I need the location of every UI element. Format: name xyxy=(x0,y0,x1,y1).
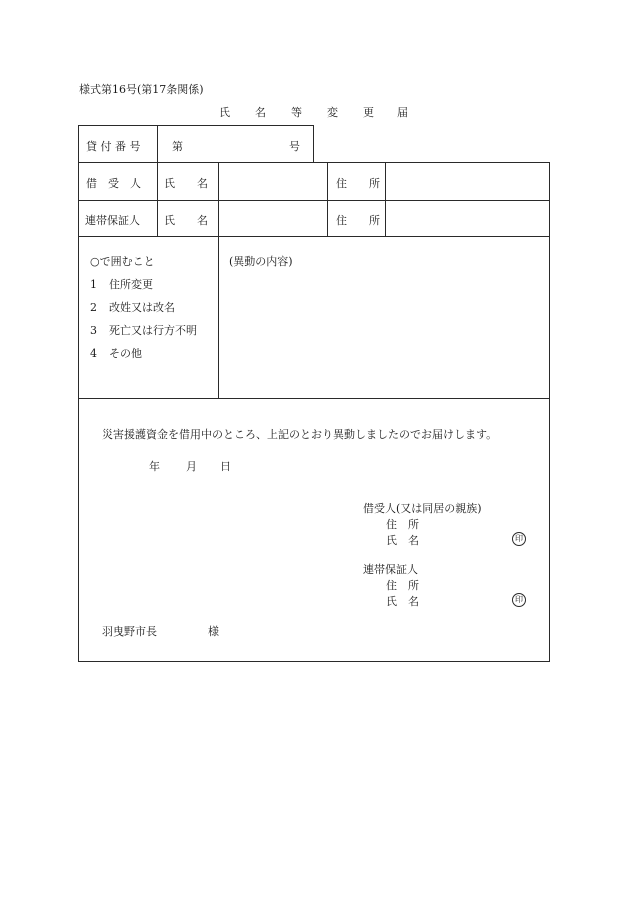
signature-guarantor-address-label: 住 所 xyxy=(386,579,419,592)
guarantor-address-label: 住 所 xyxy=(336,214,380,227)
guarantor-label: 連帯保証人 xyxy=(85,214,140,227)
signature-guarantor-address-field[interactable] xyxy=(420,575,540,589)
date-month-field[interactable] xyxy=(162,455,184,469)
signature-borrower-name-label: 氏 名 xyxy=(386,534,419,547)
date-day-field[interactable] xyxy=(199,455,219,469)
loan-number-label: 貸 付 番 号 xyxy=(86,140,141,153)
signature-borrower-name-field[interactable] xyxy=(420,530,508,544)
option-number: 3 xyxy=(90,324,97,337)
change-type-option[interactable] xyxy=(90,299,175,315)
option-label: 改姓又は改名 xyxy=(109,301,175,314)
honorific: 様 xyxy=(208,625,219,638)
signature-borrower-address-field[interactable] xyxy=(420,514,540,528)
change-type-option[interactable] xyxy=(90,345,142,361)
option-number: 4 xyxy=(90,347,97,360)
change-type-option[interactable] xyxy=(90,322,197,338)
option-label: 死亡又は行方不明 xyxy=(109,324,197,337)
addressee: 羽曳野市長 xyxy=(102,625,157,638)
signature-borrower-address-label: 住 所 xyxy=(386,518,419,531)
title-char: 等 xyxy=(291,106,302,119)
guarantor-address-field[interactable] xyxy=(389,206,545,230)
borrower-name-label: 氏 名 xyxy=(164,177,208,190)
seal-icon: 印 xyxy=(512,532,526,546)
borrower-address-field[interactable] xyxy=(389,170,545,194)
guarantor-name-label: 氏 名 xyxy=(164,214,208,227)
signature-borrower-heading: 借受人(又は同居の親族) xyxy=(363,502,482,515)
date-day-label: 日 xyxy=(220,460,231,473)
seal-icon: 印 xyxy=(512,593,526,607)
title-char: 届 xyxy=(397,106,408,119)
declaration-statement: 災害援護資金を借用中のところ、上記のとおり異動しましたのでお届けします。 xyxy=(102,428,498,441)
signature-guarantor-name-label: 氏 名 xyxy=(386,595,419,608)
title-char: 更 xyxy=(363,106,374,119)
loan-number-prefix: 第 xyxy=(172,140,183,153)
option-number: 2 xyxy=(90,301,97,314)
signature-guarantor-heading: 連帯保証人 xyxy=(363,563,418,576)
title-char: 変 xyxy=(327,106,338,119)
option-number: 1 xyxy=(90,278,97,291)
loan-number-suffix: 号 xyxy=(289,140,300,153)
change-details-field[interactable] xyxy=(226,272,544,392)
option-label: 住所変更 xyxy=(109,278,153,291)
guarantor-name-field[interactable] xyxy=(222,206,324,230)
change-type-option[interactable] xyxy=(90,276,153,292)
change-type-instruction: ○で囲むこと xyxy=(90,255,155,268)
title-char: 氏 xyxy=(219,106,230,119)
borrower-label: 借 受 人 xyxy=(86,177,141,190)
date-year-label: 年 xyxy=(149,460,160,473)
form-number: 様式第16号(第17条関係) xyxy=(79,83,204,96)
date-month-label: 月 xyxy=(186,460,197,473)
borrower-name-field[interactable] xyxy=(222,170,324,194)
date-year-field[interactable] xyxy=(118,455,146,469)
signature-guarantor-name-field[interactable] xyxy=(420,591,508,605)
option-label: その他 xyxy=(109,347,142,360)
title-char: 名 xyxy=(255,106,266,119)
change-details-label: (異動の内容) xyxy=(229,255,293,268)
loan-number-field[interactable] xyxy=(185,138,280,152)
borrower-address-label: 住 所 xyxy=(336,177,380,190)
